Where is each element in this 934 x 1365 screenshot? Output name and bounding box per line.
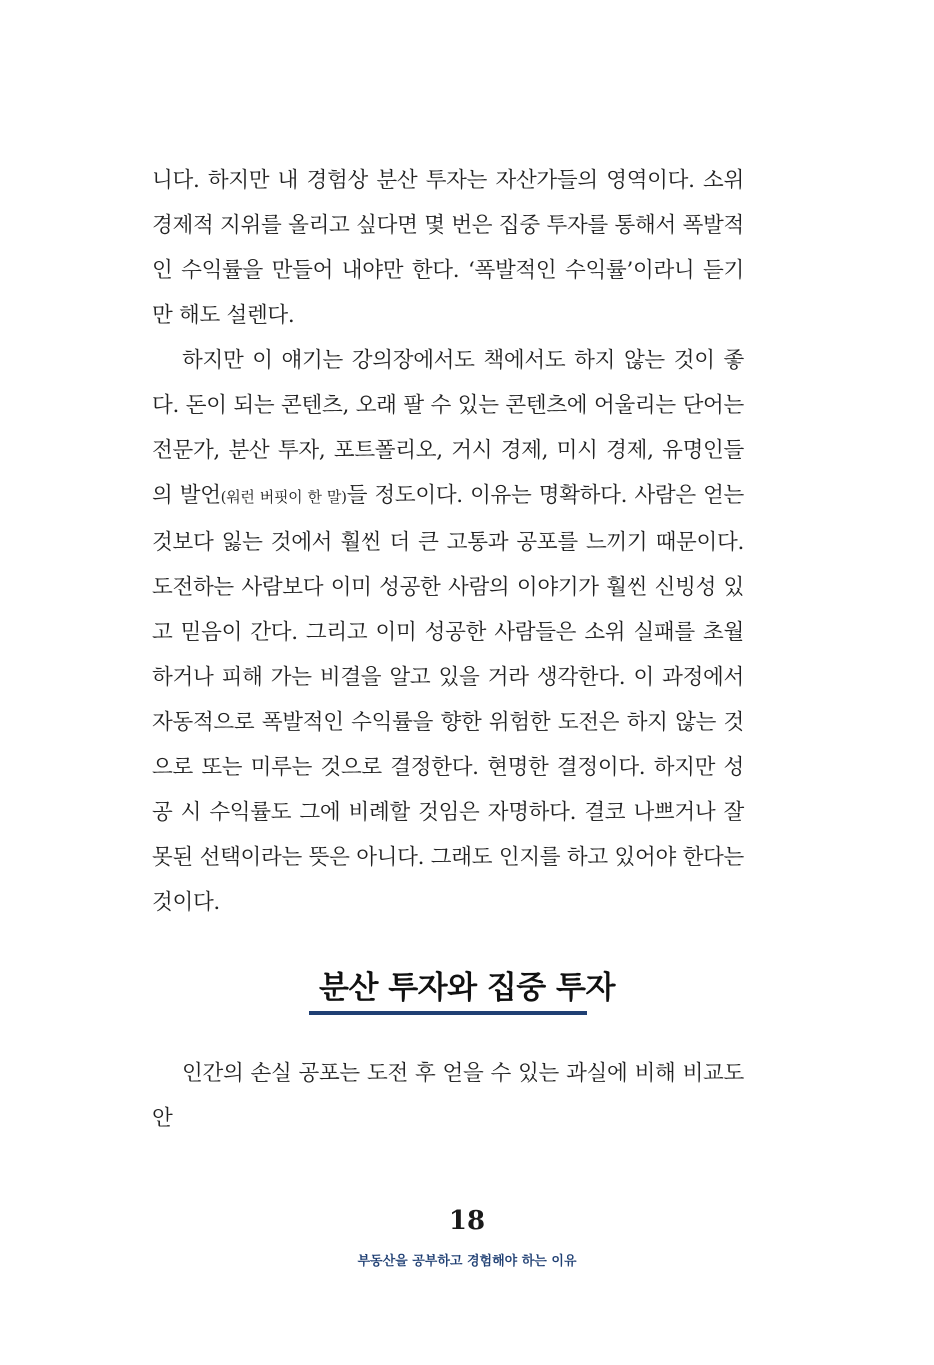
body-paragraph-2 xyxy=(152,338,744,925)
page-number: 18 xyxy=(448,1206,486,1236)
paragraph-2-text-b: 들 정도이다. 이유는 명확하다. 사람은 얻는 것보다 잃는 것에서 훨씬 더 큰 고통과 공포를 느끼기 때문이다. 도전하는 사람보다 이미 성공한 사람의 이야기가 훨씬 신빙성 있고 믿음이 간다. 그리고 이미 성공한 사람들은 소위 실패를 초월하거나 피해 가는 비결을 알고 있을 거라 생각한다. 이 과정에서 자동적으로 폭발적인 수익률을 향한 위험한 도전은 하지 않는 것으로 또는 미루는 것으로 결정한다. 현명한 결정이다. 하지만 성공 시 수익률도 그에 비례할 것임은 자명하다. 결코 나쁘거나 잘못된 선택이라는 뜻은 아니다. 그래도 인지를 하고 있어야 한다는 것이다. xyxy=(152,483,745,915)
running-footer-book-title: 부동산을 공부하고 경험해야 하는 이유 xyxy=(357,1254,577,1269)
section-title-underline xyxy=(309,1011,587,1015)
body-paragraph-1: 니다. 하지만 내 경험상 분산 투자는 자산가들의 영역이다. 소위 경제적 지위를 올리고 싶다면 몇 번은 집중 투자를 통해서 폭발적인 수익률을 만들어 내야만 한다. ‘폭발적인 수익률’이라니 듣기만 해도 설렌다. xyxy=(152,168,744,328)
section-title: 분산 투자와 집중 투자 xyxy=(319,970,615,1006)
section-first-line: 인간의 손실 공포는 도전 후 얻을 수 있는 과실에 비해 비교도 안 xyxy=(152,1061,744,1131)
paragraph-2-parenthetical-note: (워런 버핏이 한 말) xyxy=(220,488,347,506)
paragraph-2-text-a: 하지만 이 얘기는 강의장에서도 책에서도 하지 않는 것이 좋다. 돈이 되는 콘텐츠, 오래 팔 수 있는 콘텐츠에 어울리는 단어는 전문가, 분산 투자, 포트폴리오, 거시 경제, 미시 경제, 유명인들의 발언 xyxy=(152,348,744,508)
